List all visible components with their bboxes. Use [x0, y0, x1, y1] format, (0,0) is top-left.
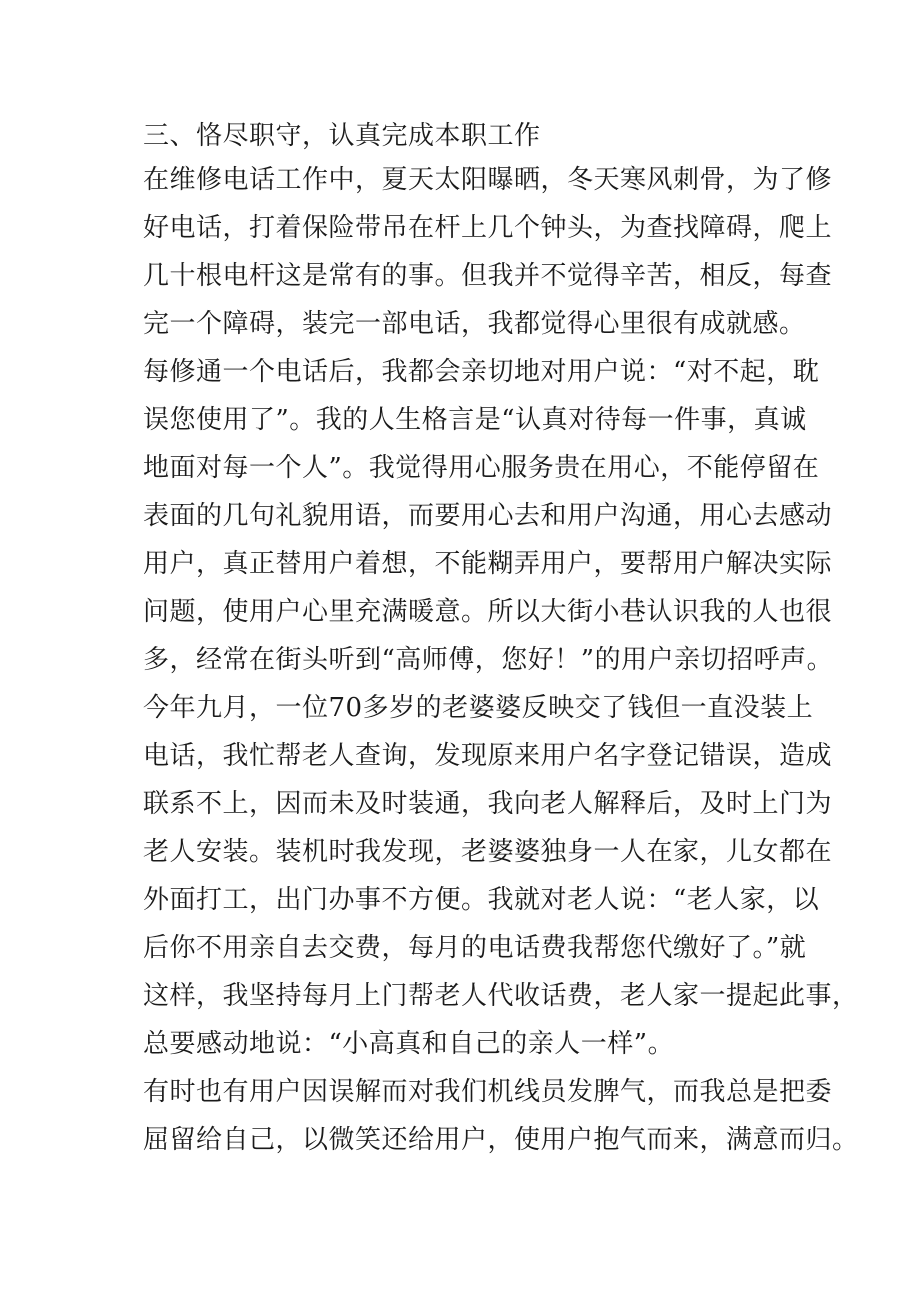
document-body	[143, 116, 859, 1164]
text-line: 表面的几句礼貌用语，而要用心去和用户沟通，用心去感动	[143, 501, 833, 531]
text-line: 每修通一个电话后，我都会亲切地对用户说：“对不起，耽	[143, 357, 820, 387]
text-line: 在维修电话工作中，夏天太阳曝晒，冬天寒风刺骨，为了修	[143, 165, 833, 195]
text-line: 今年九月，一位70多岁的老婆婆反映交了钱但一直没装上	[143, 693, 814, 723]
text-line: 误您使用了”。我的人生格言是“认真对待每一件事，真诚	[143, 405, 807, 435]
text-line: 几十根电杆这是常有的事。但我并不觉得辛苦，相反，每查	[143, 261, 833, 291]
text-line: 问题，使用户心里充满暖意。所以大街小巷认识我的人也很	[143, 597, 833, 627]
text-line: 完一个障碍，装完一部电话，我都觉得心里很有成就感。	[143, 309, 806, 339]
text-line: 用户，真正替用户着想，不能糊弄用户，要帮用户解决实际	[143, 549, 833, 579]
text-line: 联系不上，因而未及时装通，我向老人解释后，及时上门为	[143, 789, 833, 819]
text-line: 老人安装。装机时我发现，老婆婆独身一人在家，儿女都在	[143, 837, 833, 867]
section-heading: 三、恪尽职守，认真完成本职工作	[143, 121, 541, 151]
text-line: 总要感动地说：“小高真和自己的亲人一样”。	[143, 1029, 675, 1059]
text-line: 好电话，打着保险带吊在杆上几个钟头，为查找障碍，爬上	[143, 213, 833, 243]
text-line: 多，经常在街头听到“高师傅，您好！”的用户亲切招呼声。	[143, 645, 834, 675]
text-line: 地面对每一个人”。我觉得用心服务贵在用心，不能停留在	[143, 453, 820, 483]
text-line: 有时也有用户因误解而对我们机线员发脾气，而我总是把委	[143, 1077, 833, 1107]
text-line: 后你不用亲自去交费，每月的电话费我帮您代缴好了。”就	[143, 933, 807, 963]
text-line: 屈留给自己，以微笑还给用户，使用户抱气而来，满意而归。	[143, 1125, 859, 1155]
text-line: 外面打工，出门办事不方便。我就对老人说：“老人家，以	[143, 885, 820, 915]
text-line: 这样，我坚持每月上门帮老人代收话费，老人家一提起此事，	[143, 981, 859, 1011]
text-line: 电话，我忙帮老人查询，发现原来用户名字登记错误，造成	[143, 741, 833, 771]
